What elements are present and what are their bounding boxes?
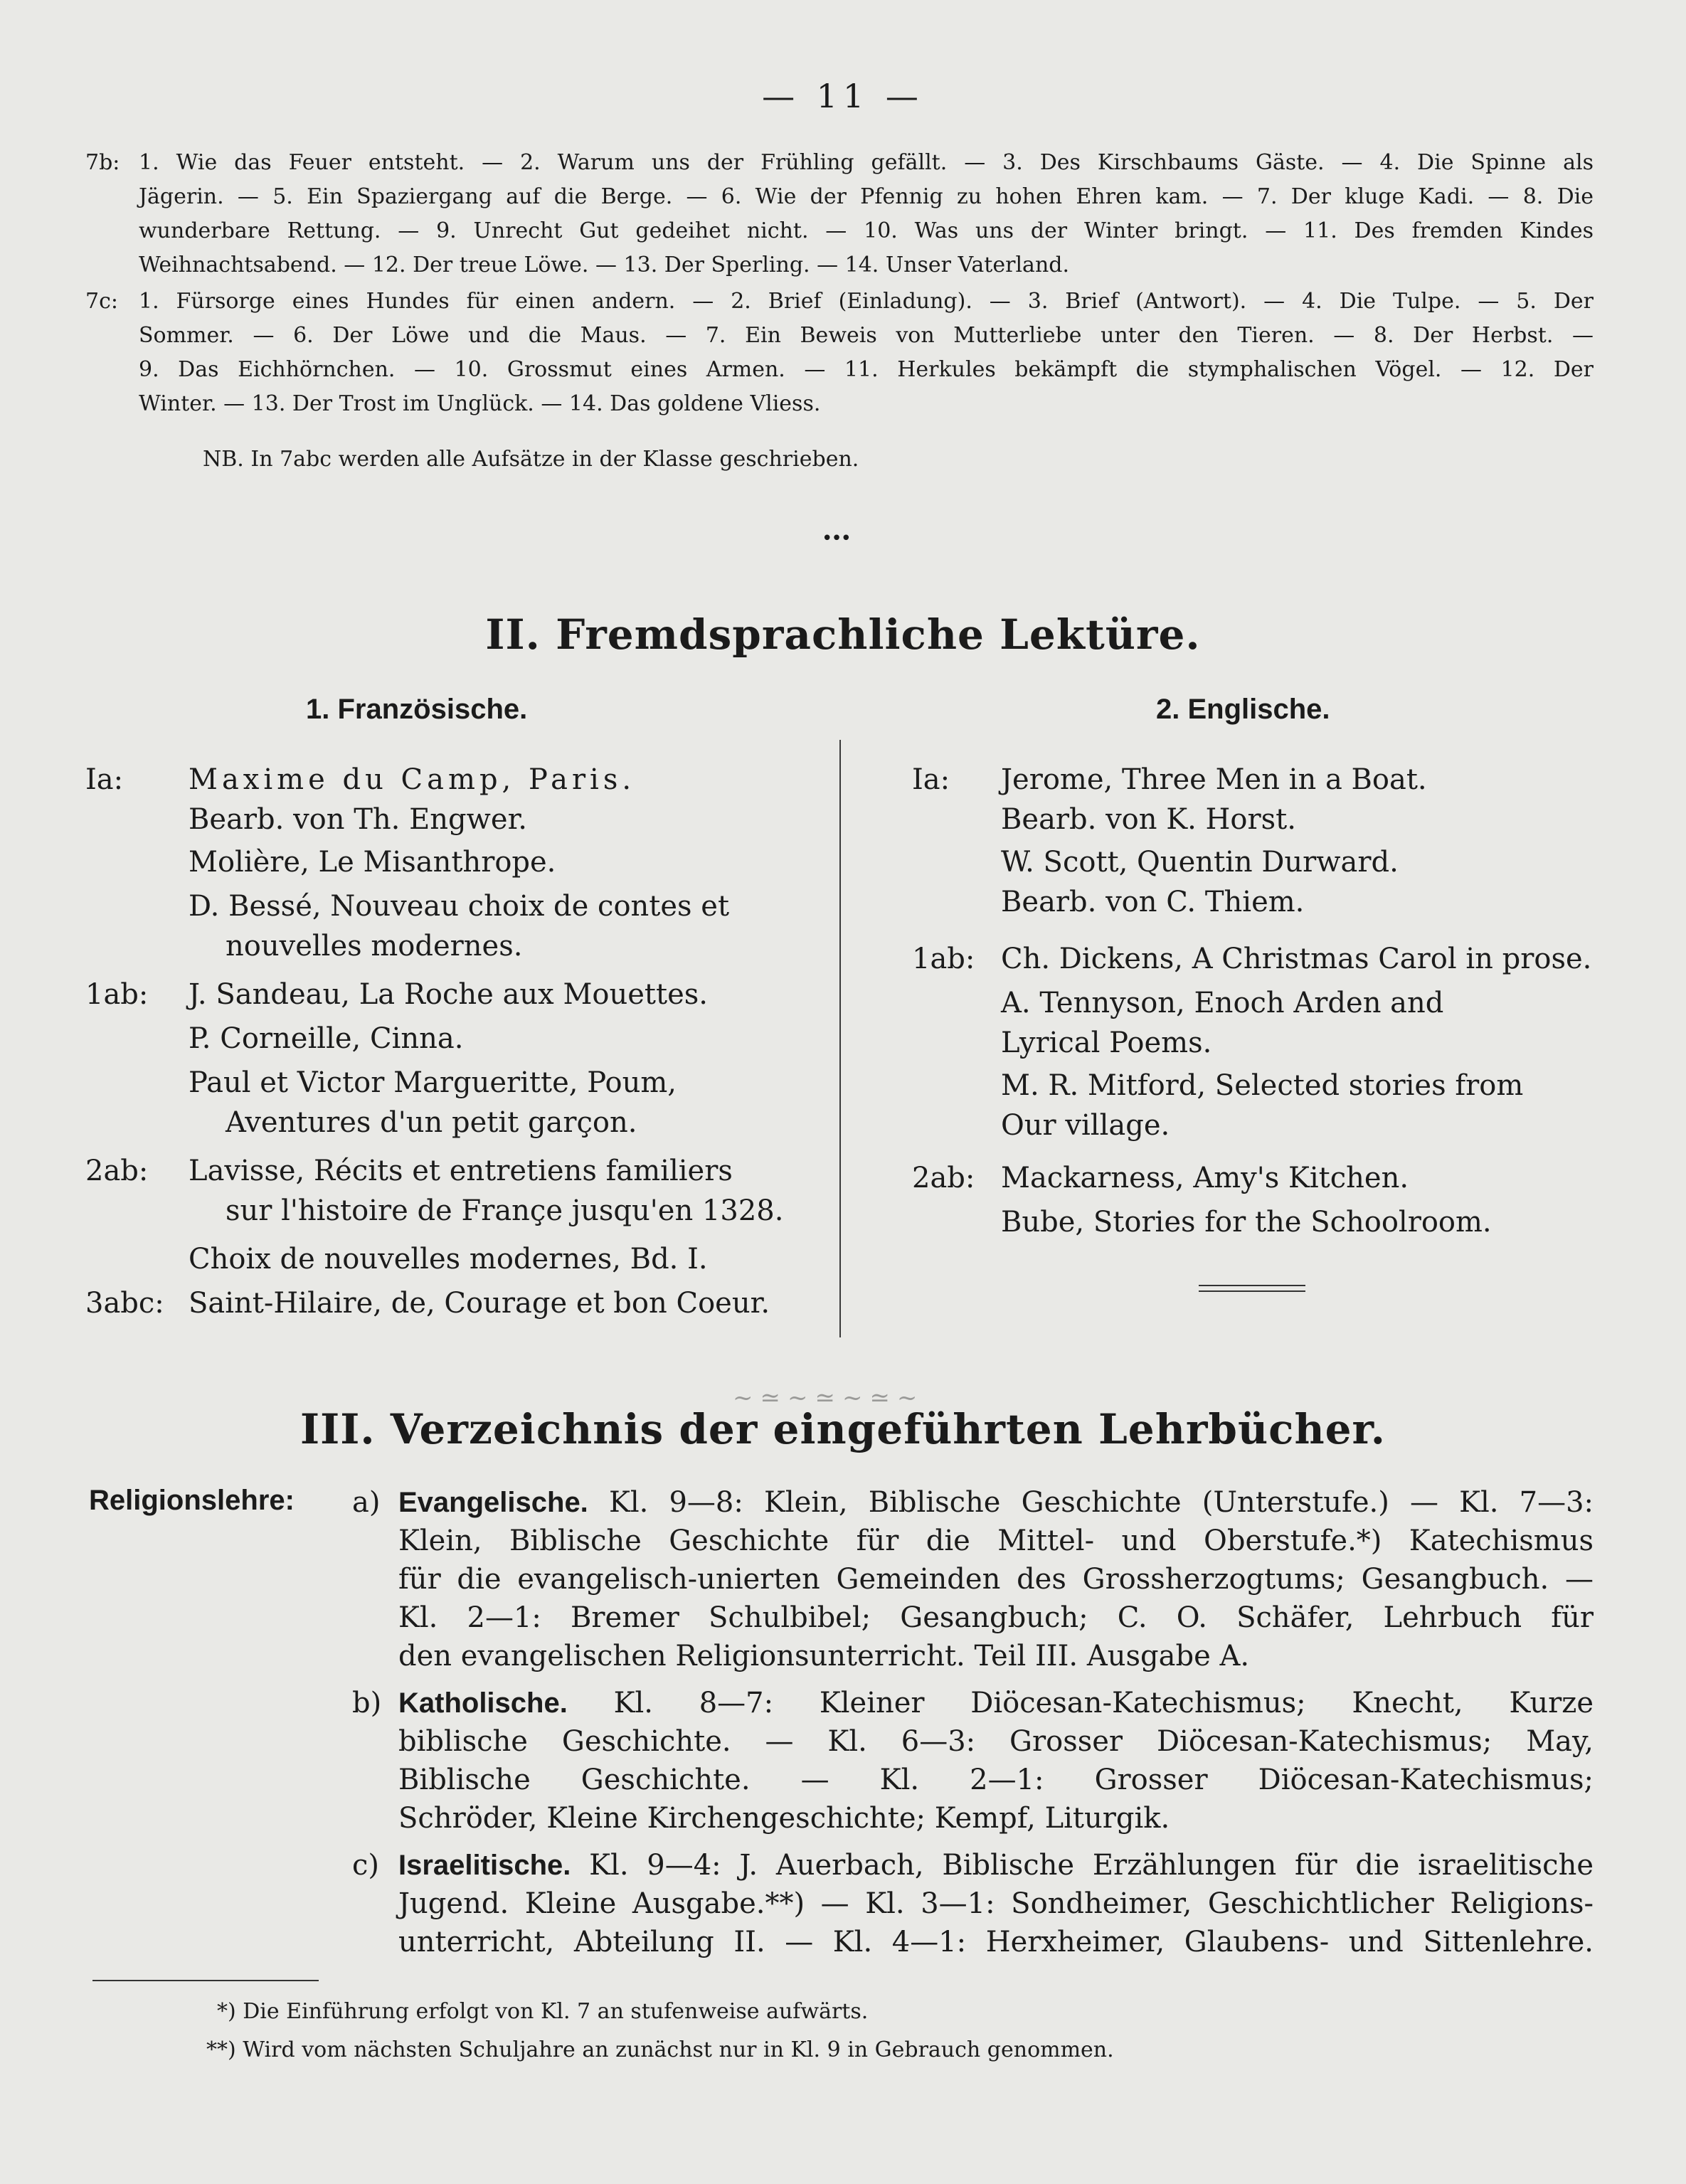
part-letter: c) [352,1849,380,1882]
book-line: unterricht, Abteilung II. — Kl. 4—1: Herxheimer, Glaubens- und Sittenlehre. [398,1926,1594,1958]
essay-line: 9. Das Eichhörnchen. — 10. Grossmut eines Armen. — 11. Herkules bekämpft die stymphalischen Vögel. — 12. Der [139,357,1594,382]
footnote-rule [92,1980,319,1981]
list-item [912,842,1595,939]
book-line: Biblische Geschichte. — Kl. 2—1: Grosser Diöcesan-Katechismus; [398,1764,1594,1796]
section-rule [1199,1290,1305,1292]
heading-french: 1. Französische. [306,694,528,725]
book-line: Israelitische. Kl. 9—4: J. Auerbach, Biblische Erzählungen für die israelitische [398,1849,1594,1882]
class-label: Ia: [85,763,124,796]
essay-line: 1. Wie das Feuer entsteht. — 2. Warum uns der Frühling gefällt. — 3. Des Kirschbaums Gäste. — 4. Die Spinne als [139,150,1594,175]
nb-note: NB. In 7abc werden alle Aufsätze in der Klasse geschrieben. [203,447,859,472]
book-line: A. Tennyson, Enoch Arden and [1001,987,1444,1019]
book-line: Katholische. Kl. 8—7: Kleiner Diöcesan-Katechismus; Knecht, Kurze [398,1687,1594,1719]
book-line: Choix de nouvelles modernes, Bd. I. [189,1243,708,1276]
book-line: nouvelles modernes. [226,930,523,963]
section-title-lektuere: II. Fremdsprachliche Lektüre. [485,610,1201,659]
book-line: Mackarness, Amy's Kitchen. [1001,1162,1409,1194]
list-item [85,1283,825,1327]
book-line: Aventures d'un petit garçon. [226,1106,637,1139]
class-label: 1ab: [912,943,975,975]
essay-line: 1. Fürsorge eines Hundes für einen andern. — 2. Brief (Einladung). — 3. Brief (Antwort). — 4. Die Tulpe. — 5. Der [139,289,1594,314]
book-line: Lavisse, Récits et entretiens familiers [189,1155,733,1187]
book-line: Bube, Stories for the Schoolroom. [1001,1206,1492,1239]
footnote-2: **) Wird vom nächsten Schuljahre an zunächst nur in Kl. 9 in Gebrauch genommen. [206,2037,1114,2062]
list-item [85,975,825,1019]
class-label: 2ab: [912,1162,975,1194]
decorative-divider-icon: ~≃~≃~≃~ [733,1384,925,1412]
book-line: M. R. Mitford, Selected stories from [1001,1069,1524,1102]
book-line: P. Corneille, Cinna. [189,1022,464,1055]
list-item [912,983,1595,1066]
class-label: 2ab: [85,1155,149,1187]
essay-line: Jägerin. — 5. Ein Spaziergang auf die Berge. — 6. Wie der Pfennig zu hohen Ehren kam. — 7. Der kluge Kadi. — 8. Die [139,184,1594,209]
book-line: Jugend. Kleine Ausgabe.**) — Kl. 3—1: Sondheimer, Geschichtlicher Religions- [398,1887,1594,1920]
book-line: Saint-Hilaire, de, Courage et bon Coeur. [189,1287,770,1320]
book-line: Our village. [1001,1109,1170,1142]
list-item [85,1019,825,1063]
class-label: 1ab: [85,978,149,1011]
section-rule [1199,1285,1305,1286]
list-item [85,1151,825,1239]
essay-line: Sommer. — 6. Der Löwe und die Maus. — 7. Ein Beweis von Mutterliebe unter den Tieren. — 8. Der Herbst. — [139,323,1594,348]
book-line: für die evangelisch-unierten Gemeinden des Grossherzogtums; Gesangbuch. — [398,1563,1594,1596]
essay-line: Weihnachtsabend. — 12. Der treue Löwe. — 13. Der Sperling. — 14. Unser Vaterland. [139,253,1070,277]
ornament-dots: ••• [822,528,851,549]
list-item [912,1066,1595,1158]
list-item [912,760,1595,842]
list-item [85,760,825,842]
book-line: Ch. Dickens, A Christmas Carol in prose. [1001,943,1592,975]
french-list [85,760,825,1327]
list-item [85,842,825,886]
page-number: — 11 — [762,77,924,115]
part-name: Katholische. [398,1687,568,1719]
part-name: Israelitische. [398,1850,571,1881]
class-label: 3abc: [85,1287,164,1320]
book-line: Lyrical Poems. [1001,1027,1212,1059]
essay-line: wunderbare Rettung. — 9. Unrecht Gut gedeihet nicht. — 10. Was uns der Winter bringt. — 11. Des fremden Kindes [139,218,1594,243]
part-letter: b) [352,1687,382,1719]
book-line: Kl. 2—1: Bremer Schulbibel; Gesangbuch; C. O. Schäfer, Lehrbuch für [398,1601,1594,1634]
part-letter: a) [352,1486,381,1519]
list-item [912,1158,1595,1202]
list-item [912,1202,1595,1246]
book-line: Jerome, Three Men in a Boat. [1001,763,1427,796]
book-line: Paul et Victor Margueritte, Poum, [189,1066,677,1099]
book-line: Maxime du Camp, Paris. [189,763,636,796]
subject-heading: Religionslehre: [89,1485,295,1516]
list-item [85,1239,825,1283]
book-line: Bearb. von K. Horst. [1001,803,1296,836]
list-item [85,886,825,975]
class-label-7b: 7b: [85,150,120,175]
heading-english: 2. Englische. [1156,694,1330,725]
book-line: Bearb. von Th. Engwer. [189,803,528,836]
list-item [85,1063,825,1151]
book-line: Schröder, Kleine Kirchengeschichte; Kempf, Liturgik. [398,1802,1170,1835]
book-line: D. Bessé, Nouveau choix de contes et [189,890,730,923]
essay-line: Winter. — 13. Der Trost im Unglück. — 14. Das goldene Vliess. [139,391,821,416]
book-line: W. Scott, Quentin Durward. [1001,846,1399,879]
class-label-7c: 7c: [85,289,118,314]
book-line: Bearb. von C. Thiem. [1001,886,1305,918]
section-title-lehrbuecher: III. Verzeichnis der eingeführten Lehrbücher. [300,1405,1386,1453]
book-line: J. Sandeau, La Roche aux Mouettes. [189,978,708,1011]
list-item [912,939,1595,983]
book-line: biblische Geschichte. — Kl. 6—3: Grosser Diöcesan-Katechismus; May, [398,1725,1594,1758]
book-line: Klein, Biblische Geschichte für die Mittel- und Oberstufe.*) Katechismus [398,1525,1594,1557]
part-name: Evangelische. [398,1487,588,1518]
footnote-1: *) Die Einführung erfolgt von Kl. 7 an stufenweise aufwärts. [217,1999,869,2024]
book-line: den evangelischen Religionsunterricht. Teil III. Ausgabe A. [398,1640,1250,1673]
class-label: Ia: [912,763,950,796]
book-line: sur l'histoire de Françe jusqu'en 1328. [226,1194,784,1227]
book-line: Molière, Le Misanthrope. [189,846,556,879]
english-list [912,760,1595,1246]
book-line: Evangelische. Kl. 9—8: Klein, Biblische Geschichte (Unterstufe.) — Kl. 7—3: [398,1486,1594,1519]
column-divider [839,740,841,1337]
